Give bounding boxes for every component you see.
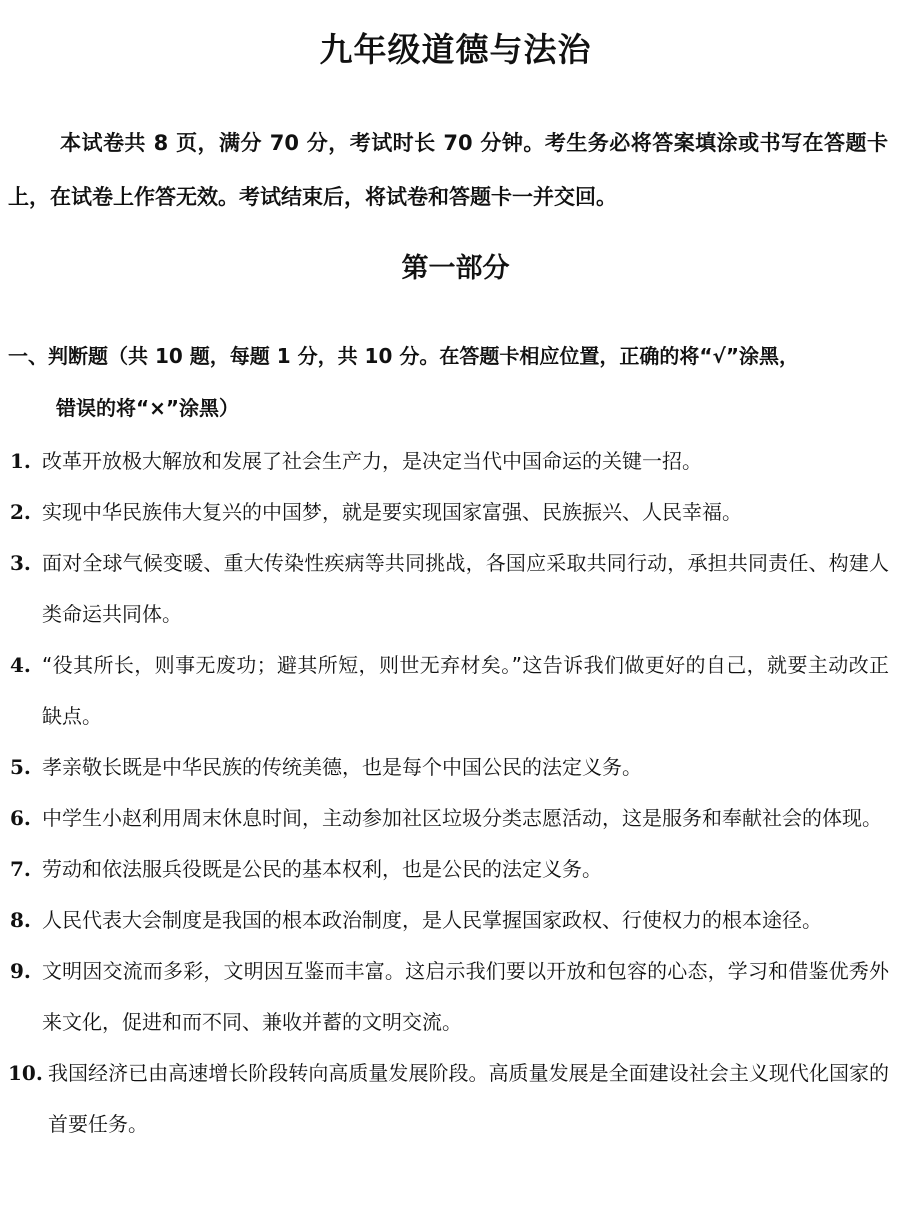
- question-number: 10.: [8, 1061, 43, 1085]
- question-item: [0, 487, 911, 538]
- question-text: 文明因交流而多彩，文明因互鉴而丰富。这启示我们要以开放和包容的心态，学习和借鉴优秀外来文化，促进和而不同、兼收并蓄的文明交流。: [42, 959, 889, 1034]
- question-number: 4.: [10, 653, 31, 677]
- question-number: 3.: [10, 551, 31, 575]
- question-text: 劳动和依法服兵役既是公民的基本权利，也是公民的法定义务。: [42, 857, 602, 881]
- exam-title: 九年级道德与法治: [319, 30, 592, 69]
- question-list: [0, 436, 911, 1150]
- question-text: 面对全球气候变暖、重大传染性疾病等共同挑战，各国应采取共同行动，承担共同责任、构建人类命运共同体。: [42, 551, 889, 626]
- question-text: 我国经济已由高速增长阶段转向高质量发展阶段。高质量发展是全面建设社会主义现代化国家的首要任务。: [48, 1061, 889, 1136]
- question-item: [0, 793, 911, 844]
- question-text: 中学生小赵利用周末休息时间，主动参加社区垃圾分类志愿活动，这是服务和奉献社会的体现。: [42, 806, 882, 830]
- question-item: [0, 742, 911, 793]
- question-item: [0, 640, 911, 742]
- question-item: [0, 1048, 911, 1150]
- exam-notice: 本试卷共 8 页，满分 70 分，考试时长 70 分钟。考生务必将答案填涂或书写在答题卡上，在试卷上作答无效。考试结束后，将试卷和答题卡一并交回。: [8, 131, 888, 209]
- part-title: 第一部分: [401, 253, 510, 284]
- question-item: [0, 538, 911, 640]
- question-number: 1.: [10, 449, 31, 473]
- question-text: 改革开放极大解放和发展了社会生产力，是决定当代中国命运的关键一招。: [42, 449, 702, 473]
- question-item: [0, 946, 911, 1048]
- question-item: [0, 436, 911, 487]
- question-number: 9.: [10, 959, 31, 983]
- question-item: [0, 844, 911, 895]
- question-number: 6.: [10, 806, 31, 830]
- section-heading-line1: 一、判断题（共 10 题，每题 1 分，共 10 分。在答题卡相应位置，正确的将“√”涂黑，: [8, 344, 799, 368]
- question-number: 5.: [10, 755, 31, 779]
- section-heading-line2: 错误的将“×”涂黑）: [56, 396, 240, 420]
- question-text: “役其所长，则事无废功；避其所短，则世无弃材矣。”这告诉我们做更好的自己，就要主动改正缺点。: [42, 653, 889, 728]
- section-heading: [8, 330, 898, 434]
- question-text: 孝亲敬长既是中华民族的传统美德，也是每个中国公民的法定义务。: [42, 755, 642, 779]
- question-text: 人民代表大会制度是我国的根本政治制度，是人民掌握国家政权、行使权力的根本途径。: [42, 908, 822, 932]
- question-number: 2.: [10, 500, 31, 524]
- question-number: 8.: [10, 908, 31, 932]
- question-text: 实现中华民族伟大复兴的中国梦，就是要实现国家富强、民族振兴、人民幸福。: [42, 500, 742, 524]
- question-item: [0, 895, 911, 946]
- question-number: 7.: [10, 857, 31, 881]
